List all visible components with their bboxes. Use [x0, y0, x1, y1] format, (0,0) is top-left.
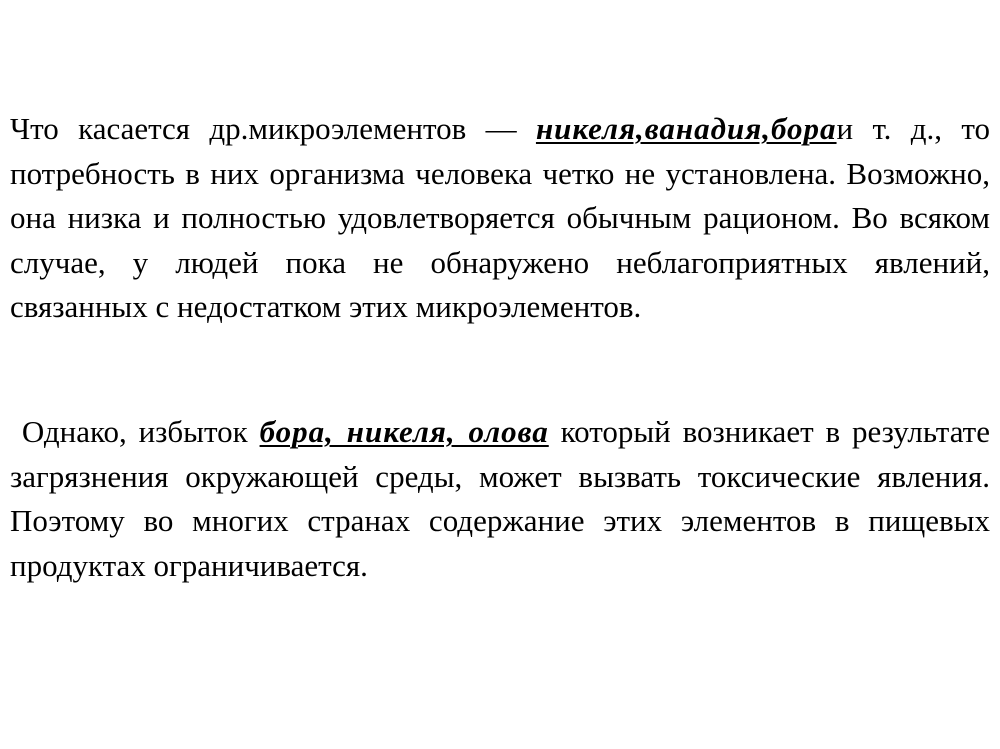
paragraph-2-highlight: бора, никеля, олова	[259, 414, 549, 449]
paragraph-excess	[10, 410, 990, 588]
paragraph-micronutrients	[10, 107, 990, 330]
paragraph-2-text-end: который возникает в результате загрязнения окружающей среды, может вызвать токсические явления. Поэтому во многих странах содержание этих элементов в пищевых продуктах ограничивается.	[10, 414, 990, 583]
paragraph-1-highlight: никеля,ванадия,бора	[535, 111, 837, 146]
paragraph-2-text-start: Однако, избыток	[10, 414, 260, 449]
paragraph-1-text-start: Что касается др.микроэлементов —	[10, 111, 536, 146]
paragraph-1-text-end: и т. д., то потребность в них организма человека четко не установлена. Возможно, она низка и полностью удовлетворяется обычным рационом. Во всяком случае, у людей пока не обнаружено неблагоприятных явлений, связанных с недостатком этих микроэлементов.	[10, 111, 990, 324]
